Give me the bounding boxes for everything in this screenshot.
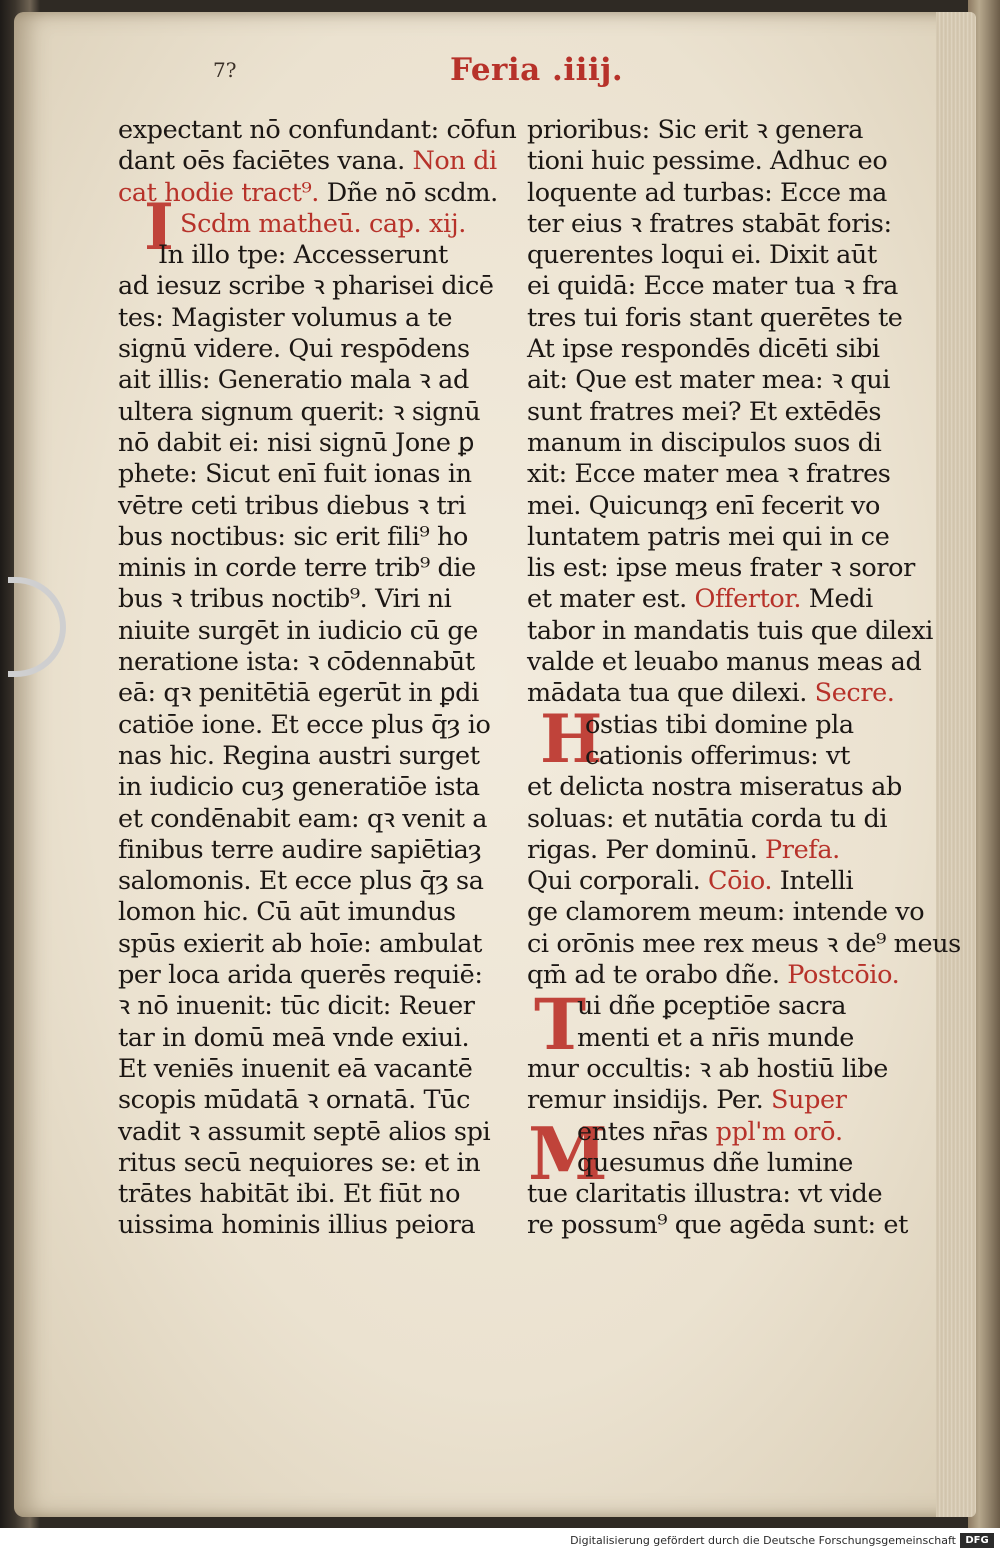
text-span: entes nr̄as (577, 1116, 708, 1147)
left-line (118, 178, 503, 209)
left-line (118, 397, 503, 428)
right-line (527, 522, 912, 553)
left-line (118, 1179, 503, 1210)
right-line (527, 1148, 912, 1179)
left-line (118, 1023, 503, 1054)
text-span: et delicta nostra miseratus ab (527, 772, 902, 803)
left-line (118, 897, 503, 928)
left-line (118, 1210, 503, 1241)
right-line (527, 741, 912, 772)
text-span: per loca arida querēs requiē: (118, 960, 483, 991)
right-line (527, 428, 912, 459)
left-line (118, 1085, 503, 1116)
right-line (527, 491, 912, 522)
right-line (527, 678, 912, 709)
text-span: signū videre. Qui respōdens (118, 334, 470, 365)
text-span: ge clamorem meum: intende vo (527, 897, 925, 928)
rubric-span: Secre. (806, 678, 895, 709)
left-line (118, 271, 503, 302)
text-span: Qui corporali. (527, 866, 701, 897)
text-span: ꝛ nō inuenit: tūc dicit: Reuer (118, 991, 475, 1022)
text-span: mei. Quicunqȝ enī fecerit vo (527, 490, 880, 521)
text-span: ultera signum querit: ꝛ signū (118, 396, 481, 427)
text-span: nas hic. Regina austri surget (118, 740, 480, 771)
left-line (118, 115, 517, 146)
text-span: luntatem patris mei qui in ce (527, 521, 890, 552)
right-line (527, 866, 912, 897)
text-span: ui dñe ꝑceptiōe sacra (577, 991, 847, 1022)
text-span: minis in corde terre trib⁹ die (118, 553, 476, 584)
text-span: xit: Ecce mater mea ꝛ fratres (527, 459, 891, 490)
text-span: Dñe nō scdm. (319, 177, 498, 208)
left-line (118, 428, 503, 459)
rubric-span: ppl'm orō. (707, 1116, 843, 1147)
right-line (527, 1179, 912, 1210)
left-line (118, 678, 503, 709)
initial-letter-h: H (540, 700, 603, 778)
text-span: vētre ceti tribus diebus ꝛ tri (118, 490, 466, 521)
text-span: Medi (801, 584, 873, 615)
text-span: tes: Magister volumus a te (118, 302, 453, 333)
left-line (118, 522, 503, 553)
initial-letter-m: M (528, 1111, 608, 1196)
text-span: ter eius ꝛ fratres stabāt foris: (527, 208, 892, 239)
left-line (118, 1054, 503, 1085)
text-span: salomonis. Et ecce plus q̄ȝ sa (118, 866, 484, 897)
text-span: tioni huic pessime. Adhuc eo (527, 146, 888, 177)
left-line (118, 365, 503, 396)
text-span: ad iesuz scribe ꝛ pharisei dicē (118, 271, 494, 302)
initial-letter-i: I (144, 190, 174, 265)
text-span: tabor in mandatis tuis que dilexi (527, 615, 934, 646)
initial-letter-t: T (534, 983, 587, 1066)
text-span: menti et a nr̄is munde (577, 1022, 854, 1053)
right-line (527, 1117, 912, 1148)
text-span: dant oēs faciētes vana. (118, 146, 405, 177)
dfg-logo: DFG (960, 1533, 994, 1548)
rubric-span: Super (763, 1085, 847, 1116)
text-span: uissima hominis illius peiora (118, 1210, 476, 1241)
left-line (118, 459, 503, 490)
rubric-span: Scdm matheū. cap. xij. (180, 208, 466, 239)
left-line (118, 584, 503, 615)
funding-credit: Digitalisierung gefördert durch die Deutsche Forschungsgemeinschaft (570, 1534, 956, 1547)
right-line (527, 459, 912, 490)
text-span: querentes loqui ei. Dixit aūt (527, 240, 877, 271)
text-span: At ipse respondēs dicēti sibi (527, 334, 880, 365)
left-line (118, 334, 503, 365)
text-span: bus noctibus: sic erit fili⁹ ho (118, 521, 468, 552)
left-line (118, 240, 503, 271)
left-line (118, 710, 503, 741)
left-line (118, 835, 503, 866)
text-span: ostias tibi domine pla (585, 709, 854, 740)
right-line (527, 772, 912, 803)
text-span: trātes habitāt ibi. Et fiūt no (118, 1179, 461, 1210)
right-line (527, 1085, 912, 1116)
text-span: scopis mūdatā ꝛ ornatā. Tūc (118, 1085, 471, 1116)
text-span: loquente ad turbas: Ecce ma (527, 177, 887, 208)
text-span: expectant nō confundant: cōfun (118, 115, 517, 145)
text-span: nō dabit ei: nisi signū Jone ꝑ (118, 427, 475, 458)
right-line (527, 397, 912, 428)
text-span: qm̄ ad te orabo dñe. (527, 960, 780, 991)
text-span: et condēnabit eam: qꝛ venit a (118, 803, 488, 834)
text-span: ait: Que est mater mea: ꝛ qui (527, 365, 891, 396)
left-line (118, 741, 503, 772)
left-line (118, 1148, 503, 1179)
right-line (527, 240, 912, 271)
rubric-span: Cōio. (700, 866, 773, 897)
rubric-span: cat hodie tract⁹. (118, 177, 319, 208)
left-line (118, 146, 503, 177)
text-span: mādata tua que dilexi. (527, 678, 807, 709)
right-line (527, 1054, 912, 1085)
text-span: soluas: et nutātia corda tu di (527, 803, 888, 834)
right-line (527, 835, 912, 866)
text-span: neratione ista: ꝛ cōdennabūt (118, 647, 475, 678)
left-line (118, 303, 503, 334)
book-clasp (8, 577, 66, 677)
text-span: cationis offerimus: vt (585, 740, 850, 771)
right-line (527, 584, 912, 615)
left-line (118, 960, 503, 991)
right-line (527, 960, 912, 991)
left-line (118, 804, 503, 835)
text-span: lomon hic. Cū aūt imundus (118, 897, 456, 928)
rubric-span: Postcōio. (779, 960, 900, 991)
left-line (118, 1117, 503, 1148)
right-line (527, 804, 912, 835)
text-span: sunt fratres mei? Et extēdēs (527, 396, 882, 427)
right-line (527, 928, 961, 960)
left-line (118, 929, 503, 960)
text-span: re possum⁹ que agēda sunt: et (527, 1210, 908, 1241)
right-line (527, 146, 912, 177)
page-fore-edge (936, 12, 976, 1517)
text-span: in iudicio cuȝ generatiōe ista (118, 772, 480, 803)
right-line (527, 1023, 912, 1054)
left-line (118, 553, 503, 584)
right-line (527, 365, 912, 396)
text-span: Et veniēs inuenit eā vacantē (118, 1053, 473, 1084)
right-line (527, 178, 912, 209)
text-span: spūs exierit ab hoīe: ambulat (118, 928, 482, 959)
text-span: et mater est. (527, 584, 687, 615)
right-line (527, 115, 912, 146)
text-span: ei quidā: Ecce mater tua ꝛ fra (527, 271, 898, 302)
text-span: tres tui foris stant querētes te (527, 302, 903, 333)
left-line (118, 647, 503, 678)
left-line (118, 772, 503, 803)
text-span: In illo tpe: Accesserunt (158, 240, 448, 271)
text-span: valde et leuabo manus meas ad (527, 647, 922, 678)
left-line (118, 866, 503, 897)
right-line (527, 1210, 912, 1241)
right-text-column (527, 115, 961, 1242)
text-span: prioribus: Sic erit ꝛ genera (527, 115, 864, 145)
text-span: Intelli (772, 866, 854, 897)
text-span: niuite surgēt in iudicio cū ge (118, 615, 478, 646)
text-span: eā: qꝛ penitētiā egerūt in ꝑdi (118, 678, 479, 709)
right-line (527, 553, 915, 584)
text-span: quesumus dñe lumine (577, 1147, 853, 1178)
left-line (118, 991, 503, 1022)
rubric-span: Prefa. (757, 834, 840, 865)
text-span: ait illis: Generatio mala ꝛ ad (118, 365, 469, 396)
rubric-span: Non di (404, 146, 497, 177)
right-line (527, 991, 912, 1022)
right-line (527, 897, 925, 928)
text-span: mur occultis: ꝛ ab hostiū libe (527, 1053, 888, 1084)
right-line (527, 647, 922, 678)
text-span: remur insidijs. Per. (527, 1085, 764, 1116)
text-span: ritus secū nequiores se: et in (118, 1147, 481, 1178)
folio-mark: 7? (213, 58, 237, 82)
right-line (527, 334, 912, 365)
left-line (118, 491, 503, 522)
right-line (527, 615, 934, 647)
text-span: catiōe ione. Et ecce plus q̄ȝ io (118, 709, 491, 740)
right-line (527, 271, 912, 302)
right-line (527, 710, 912, 741)
text-span: ci orōnis mee rex meus ꝛ de⁹ meus (527, 928, 961, 959)
left-line (118, 616, 503, 647)
text-span: vadit ꝛ assumit septē alios spi (118, 1116, 491, 1147)
text-span: lis est: ipse meus frater ꝛ soror (527, 553, 915, 584)
text-span: tar in domū meā vnde exiui. (118, 1022, 470, 1053)
right-line (527, 303, 912, 334)
text-span: bus ꝛ tribus noctib⁹. Viri ni (118, 584, 452, 615)
left-line (118, 209, 503, 240)
text-span: manum in discipulos suos di (527, 427, 882, 458)
running-head: Feria .iiij. (450, 52, 624, 88)
text-span: rigas. Per dominū. (527, 834, 758, 865)
text-span: tue claritatis illustra: vt vide (527, 1179, 883, 1210)
text-span: finibus terre audire sapiētiaȝ (118, 834, 482, 865)
left-text-column (118, 115, 517, 1242)
right-line (527, 209, 912, 240)
text-span: phete: Sicut enī fuit ionas in (118, 459, 472, 490)
rubric-span: Offertor. (686, 584, 802, 615)
